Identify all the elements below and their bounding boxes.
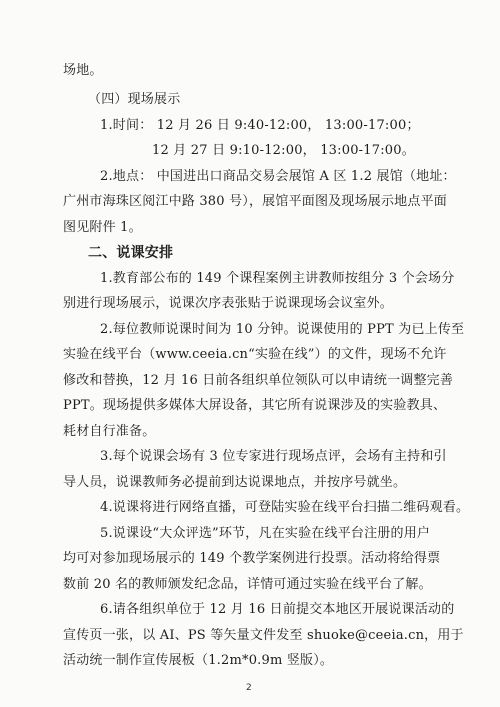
text-line: 2.每位教师说课时间为 10 分钟。说课使用的 PPT 为已上传至 xyxy=(100,322,465,337)
page-number: 2 xyxy=(246,683,252,693)
text-line: 数前 20 名的教师颁发纪念品，详情可通过实验在线平台了解。 xyxy=(63,577,432,592)
text-line: 1.时间： 12 月 26 日 9:40-12:00， 13:00-17:00； xyxy=(100,118,420,133)
text-line: 均可对参加现场展示的 149 个教学案例进行投票。活动将给得票 xyxy=(63,551,441,566)
text-line: 场地。 xyxy=(63,63,103,78)
text-line: 导人员，说课教师务必提前到达说课地点，并按序号就坐。 xyxy=(63,475,407,490)
text-line: 别进行现场展示，说课次序表张贴于说课现场会议室外。 xyxy=(63,296,394,311)
text-line: 3.每个说课会场有 3 位专家进行现场点评，会场有主持和引 xyxy=(100,449,447,464)
text-line: 实验在线平台（www.ceeia.cn“实验在线”）的文件，现场不允许 xyxy=(63,347,447,362)
text-line: 2.地点： 中国进出口商品交易会展馆 A 区 1.2 展馆（地址： xyxy=(100,169,456,184)
text-line: 4.说课将进行网络直播，可登陆实验在线平台扫描二维码观看。 xyxy=(100,500,470,515)
text-line: 修改和替换，12 月 16 日前各组织单位领队可以申请统一调整完善 xyxy=(63,373,454,388)
text-line: 12 月 27 日 9:10-12:00， 13:00-17:00。 xyxy=(152,143,415,158)
text-line: 宣传页一张，以 AI、PS 等矢量文件发至 shuoke@ceeia.cn，用于 xyxy=(63,628,464,643)
text-line: 5.说课设“大众评选”环节，凡在实验在线平台注册的用户 xyxy=(100,526,431,541)
text-line: PPT。现场提供多媒体大屏设备，其它所有说课涉及的实验教具、 xyxy=(63,398,447,413)
text-line: 1.教育部公布的 149 个课程案例主讲教师按组分 3 个会场分 xyxy=(100,271,455,286)
section-heading-lecture-arrangement: 二、说课安排 xyxy=(88,245,174,261)
text-line: 图见附件 1。 xyxy=(63,220,142,235)
section-heading-site-display: （四）现场展示 xyxy=(88,92,181,107)
text-line: 广州市海珠区阅江中路 380 号），展馆平面图及现场展示地点平面 xyxy=(63,194,447,209)
text-line: 耗材自行准备。 xyxy=(63,424,156,439)
text-line: 6.请各组织单位于 12 月 16 日前提交本地区开展说课活动的 xyxy=(100,602,455,617)
text-line: 活动统一制作宣传展板（1.2m*0.9m 竖版）。 xyxy=(63,653,334,668)
